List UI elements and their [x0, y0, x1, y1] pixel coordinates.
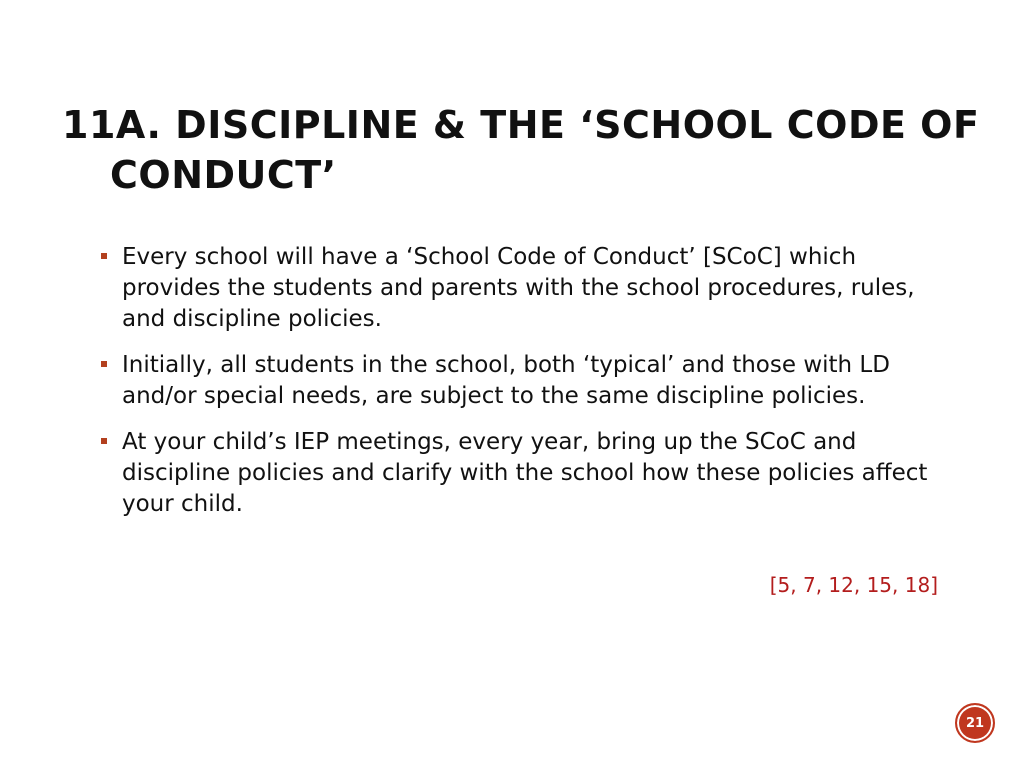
bullet-text: Initially, all students in the school, both ‘typical’ and those with LD and/or special needs, are subject to the same discipline policies.	[122, 352, 890, 409]
bullet-item	[100, 242, 930, 335]
bullet-item	[100, 350, 930, 412]
bullet-text: At your child’s IEP meetings, every year, bring up the SCoC and discipline policies and clarify with the school how these policies affect your child.	[122, 429, 928, 517]
bullet-list	[100, 242, 930, 535]
page-number-badge	[955, 703, 995, 743]
square-bullet-icon	[101, 361, 107, 367]
square-bullet-icon	[101, 253, 107, 259]
bullet-item	[100, 427, 930, 520]
slide-title: 11A. DISCIPLINE & THE ‘SCHOOL CODE OF CONDUCT’	[62, 103, 980, 197]
page-number: 21	[965, 715, 985, 731]
citation-references: [5, 7, 12, 15, 18]	[769, 573, 938, 597]
square-bullet-icon	[101, 438, 107, 444]
bullet-text: Every school will have a ‘School Code of Conduct’ [SCoC] which provides the students and parents with the school procedures, rules, and discipline policies.	[122, 244, 915, 332]
